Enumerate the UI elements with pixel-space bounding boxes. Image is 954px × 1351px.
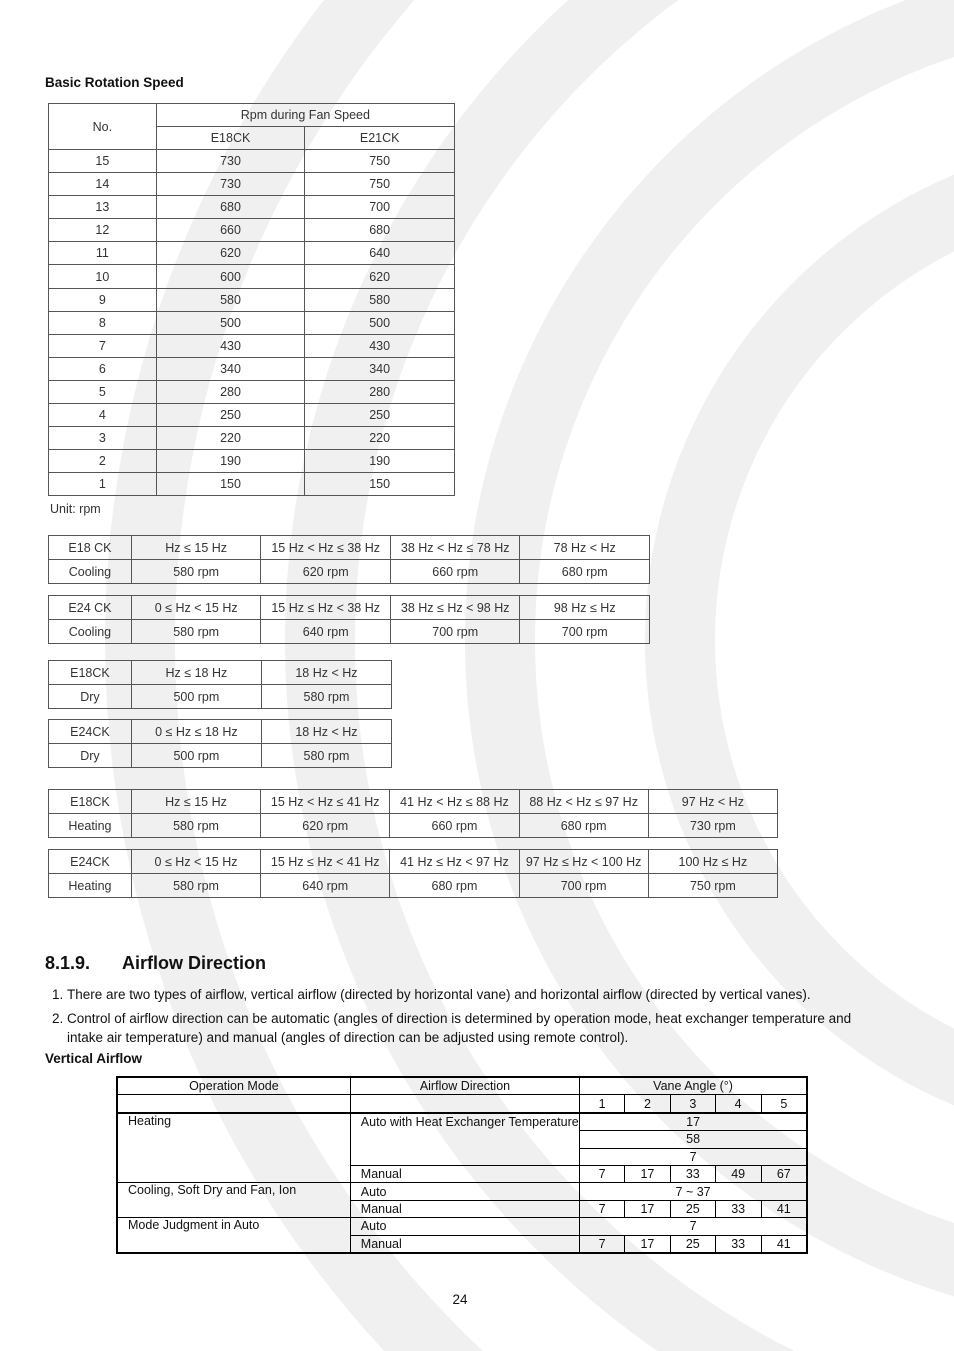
table-cell: 680 — [156, 196, 305, 219]
table-row — [49, 150, 455, 173]
table-cell: 7 — [49, 334, 157, 357]
cooling-e24-table — [48, 595, 650, 644]
table-cell: E24 CK — [49, 596, 132, 620]
table-cell: 640 rpm — [261, 620, 391, 644]
dir-manual: Manual — [350, 1165, 579, 1182]
mode-cooling: Cooling, Soft Dry and Fan, Ion — [117, 1183, 350, 1218]
table-cell: E18CK — [49, 661, 132, 685]
table-cell: 10 — [49, 265, 157, 288]
rpm-row — [49, 814, 778, 838]
table-cell: Hz ≤ 15 Hz — [131, 536, 261, 560]
table-cell: 640 rpm — [261, 874, 390, 898]
dry-e24-table — [48, 719, 392, 768]
table-cell: 680 — [305, 219, 455, 242]
table-cell: 730 rpm — [648, 814, 777, 838]
range-row — [49, 661, 392, 685]
dir-auto-hex: Auto with Heat Exchanger Temperature — [350, 1113, 579, 1166]
angle-col-5: 5 — [761, 1095, 807, 1113]
table-cell: 500 rpm — [131, 744, 261, 768]
table-cell: Dry — [49, 685, 132, 709]
table-cell: 190 — [156, 450, 305, 473]
range-row — [49, 596, 650, 620]
table-cell: 6 — [49, 357, 157, 380]
table-cell: 41 Hz < Hz ≤ 88 Hz — [390, 790, 519, 814]
table-cell: 18 Hz < Hz — [261, 720, 391, 744]
table-cell: 78 Hz < Hz — [520, 536, 650, 560]
table-cell: 600 — [156, 265, 305, 288]
dir-manual: Manual — [350, 1200, 579, 1217]
table-cell: 620 — [305, 265, 455, 288]
heat-manual-value: 7 — [580, 1165, 625, 1182]
table-cell: Cooling — [49, 560, 132, 584]
table-cell: 15 Hz < Hz ≤ 41 Hz — [261, 790, 390, 814]
table-cell: 750 rpm — [648, 874, 777, 898]
heat-manual-value: 17 — [625, 1165, 671, 1182]
judg-manual-value: 25 — [670, 1235, 715, 1253]
table-cell: 250 — [156, 404, 305, 427]
table-row — [49, 219, 455, 242]
table-cell: 0 ≤ Hz < 15 Hz — [131, 850, 260, 874]
table-cell: 18 Hz < Hz — [261, 661, 391, 685]
table-cell: 750 — [305, 150, 455, 173]
table-cell: 14 — [49, 173, 157, 196]
table-cell: Heating — [49, 814, 132, 838]
table-cell: 500 rpm — [131, 685, 261, 709]
table-cell: Heating — [49, 874, 132, 898]
cooling-e18-table — [48, 535, 650, 584]
table-cell: 220 — [156, 427, 305, 450]
table-cell: 0 ≤ Hz ≤ 18 Hz — [131, 720, 261, 744]
table-cell: 1 — [49, 473, 157, 496]
table-cell: 620 rpm — [261, 560, 391, 584]
table-cell: 38 Hz < Hz ≤ 78 Hz — [390, 536, 520, 560]
table-cell: 580 rpm — [261, 685, 391, 709]
section-title-text: Airflow Direction — [122, 953, 267, 973]
table-cell: 680 rpm — [520, 560, 650, 584]
table-cell: 13 — [49, 196, 157, 219]
table-cell: 580 rpm — [131, 560, 261, 584]
table-row — [49, 173, 455, 196]
table-row — [49, 288, 455, 311]
table-cell: 5 — [49, 380, 157, 403]
table-cell: 280 — [156, 380, 305, 403]
heat-auto-value: 17 — [580, 1113, 807, 1131]
table-row — [49, 404, 455, 427]
list-item: 1. There are two types of airflow, vertical airflow (directed by horizontal vane) and horizontal airflow (directed by vertical vanes). — [52, 987, 811, 1002]
airflow-list — [45, 985, 880, 1047]
table-cell: 730 — [156, 173, 305, 196]
range-row — [49, 536, 650, 560]
page-number: 24 — [452, 1292, 468, 1307]
dir-auto: Auto — [350, 1183, 579, 1200]
angle-col-3: 3 — [670, 1095, 715, 1113]
rpm-row — [49, 560, 650, 584]
table-cell: 4 — [49, 404, 157, 427]
table-row — [49, 311, 455, 334]
heat-manual-value: 49 — [715, 1165, 761, 1182]
table-cell: 580 rpm — [131, 874, 260, 898]
header-e21ck: E21CK — [305, 127, 455, 150]
table-row — [49, 357, 455, 380]
judg-manual-value: 17 — [625, 1235, 671, 1253]
heat-auto-value: 7 — [580, 1148, 807, 1165]
table-cell: 430 — [305, 334, 455, 357]
table-cell: 430 — [156, 334, 305, 357]
table-cell: 620 rpm — [261, 814, 390, 838]
dry-e18-table — [48, 660, 392, 709]
table-cell: 500 — [305, 311, 455, 334]
table-cell: 220 — [305, 427, 455, 450]
heat-auto-value: 58 — [580, 1131, 807, 1148]
table-cell: E18CK — [49, 790, 132, 814]
angle-col-2: 2 — [625, 1095, 671, 1113]
table-row — [49, 334, 455, 357]
table-cell: 580 — [156, 288, 305, 311]
table-row — [49, 450, 455, 473]
rpm-row — [49, 744, 392, 768]
table-cell: E18 CK — [49, 536, 132, 560]
table-row — [49, 427, 455, 450]
table-cell: Cooling — [49, 620, 132, 644]
list-item: 2. Control of airflow direction can be automatic (angles of direction is determined by operation mode, heat exchanger temperature and intake air temperature) and manual (angles of direction can be adjusted using remote control). — [52, 1011, 852, 1045]
table-cell: 0 ≤ Hz < 15 Hz — [131, 596, 261, 620]
heating-e18-table — [48, 789, 778, 838]
table-cell: 700 rpm — [390, 620, 520, 644]
range-row — [49, 720, 392, 744]
dir-auto: Auto — [350, 1218, 579, 1235]
table-row — [49, 242, 455, 265]
section-heading-basic-rotation: Basic Rotation Speed — [45, 75, 184, 90]
judg-auto-value: 7 — [580, 1218, 807, 1235]
vane-angle-table — [116, 1076, 808, 1254]
table-cell: 8 — [49, 311, 157, 334]
table-cell: 580 rpm — [261, 744, 391, 768]
table-cell: 580 rpm — [131, 620, 261, 644]
table-cell: 9 — [49, 288, 157, 311]
cool-manual-value: 7 — [580, 1200, 625, 1217]
cool-manual-value: 33 — [715, 1200, 761, 1217]
table-cell: Hz ≤ 15 Hz — [131, 790, 260, 814]
judg-manual-value: 41 — [761, 1235, 807, 1253]
table-cell: Dry — [49, 744, 132, 768]
table-cell: 88 Hz < Hz ≤ 97 Hz — [519, 790, 648, 814]
table-row — [49, 380, 455, 403]
header-rpm-group: Rpm during Fan Speed — [156, 104, 454, 127]
table-cell: 660 rpm — [390, 814, 519, 838]
range-row — [49, 850, 778, 874]
table-cell: 97 Hz ≤ Hz < 100 Hz — [519, 850, 648, 874]
table-row — [49, 265, 455, 288]
table-cell: 15 — [49, 150, 157, 173]
table-cell: 190 — [305, 450, 455, 473]
table-cell: 340 — [305, 357, 455, 380]
table-cell: 700 rpm — [519, 874, 648, 898]
table-cell: 580 rpm — [131, 814, 260, 838]
cool-manual-value: 25 — [670, 1200, 715, 1217]
table-cell: 150 — [156, 473, 305, 496]
unit-note: Unit: rpm — [50, 502, 101, 516]
table-cell: 700 rpm — [520, 620, 650, 644]
rpm-row — [49, 685, 392, 709]
mode-judgment: Mode Judgment in Auto — [117, 1218, 350, 1253]
heat-manual-value: 67 — [761, 1165, 807, 1182]
table-cell: 340 — [156, 357, 305, 380]
table-cell: 98 Hz ≤ Hz — [520, 596, 650, 620]
rpm-row — [49, 874, 778, 898]
table-cell: 660 rpm — [390, 560, 520, 584]
table-cell: 2 — [49, 450, 157, 473]
header-no: No. — [49, 104, 157, 150]
table-cell: E24CK — [49, 850, 132, 874]
rotation-speed-table — [48, 103, 455, 496]
cool-manual-value: 41 — [761, 1200, 807, 1217]
table-cell: 150 — [305, 473, 455, 496]
table-cell: 580 — [305, 288, 455, 311]
range-row — [49, 790, 778, 814]
table-cell: 700 — [305, 196, 455, 219]
table-row — [49, 196, 455, 219]
header-operation-mode: Operation Mode — [117, 1077, 350, 1095]
heating-e24-table — [48, 849, 778, 898]
angle-col-1: 1 — [580, 1095, 625, 1113]
judg-manual-value: 33 — [715, 1235, 761, 1253]
table-cell: 15 Hz < Hz ≤ 38 Hz — [261, 536, 391, 560]
table-cell: 680 rpm — [519, 814, 648, 838]
table-cell: 12 — [49, 219, 157, 242]
table-cell: 750 — [305, 173, 455, 196]
table-cell: 38 Hz ≤ Hz < 98 Hz — [390, 596, 520, 620]
section-number: 8.1.9. — [45, 953, 91, 973]
mode-heating: Heating — [117, 1113, 350, 1183]
header-vane-angle: Vane Angle (°) — [580, 1077, 807, 1095]
table-cell: 680 rpm — [390, 874, 519, 898]
table-cell: 100 Hz ≤ Hz — [648, 850, 777, 874]
angle-col-4: 4 — [715, 1095, 761, 1113]
cool-manual-value: 17 — [625, 1200, 671, 1217]
table-cell: 500 — [156, 311, 305, 334]
table-cell: 280 — [305, 380, 455, 403]
table-cell: 15 Hz ≤ Hz < 41 Hz — [261, 850, 390, 874]
table-cell: 250 — [305, 404, 455, 427]
section-title — [45, 953, 267, 974]
rpm-row — [49, 620, 650, 644]
table-cell: 640 — [305, 242, 455, 265]
table-cell: 730 — [156, 150, 305, 173]
table-cell: 620 — [156, 242, 305, 265]
judg-manual-value: 7 — [580, 1235, 625, 1253]
table-cell: 41 Hz ≤ Hz < 97 Hz — [390, 850, 519, 874]
vertical-airflow-heading: Vertical Airflow — [45, 1051, 143, 1066]
table-cell: 11 — [49, 242, 157, 265]
table-cell: 97 Hz < Hz — [648, 790, 777, 814]
heat-manual-value: 33 — [670, 1165, 715, 1182]
header-airflow-direction: Airflow Direction — [350, 1077, 579, 1095]
dir-manual: Manual — [350, 1235, 579, 1253]
table-cell: Hz ≤ 18 Hz — [131, 661, 261, 685]
table-row — [49, 473, 455, 496]
cool-auto-value: 7 ~ 37 — [580, 1183, 807, 1200]
table-cell: E24CK — [49, 720, 132, 744]
header-e18ck: E18CK — [156, 127, 305, 150]
table-cell: 15 Hz ≤ Hz < 38 Hz — [261, 596, 391, 620]
table-cell: 660 — [156, 219, 305, 242]
table-cell: 3 — [49, 427, 157, 450]
